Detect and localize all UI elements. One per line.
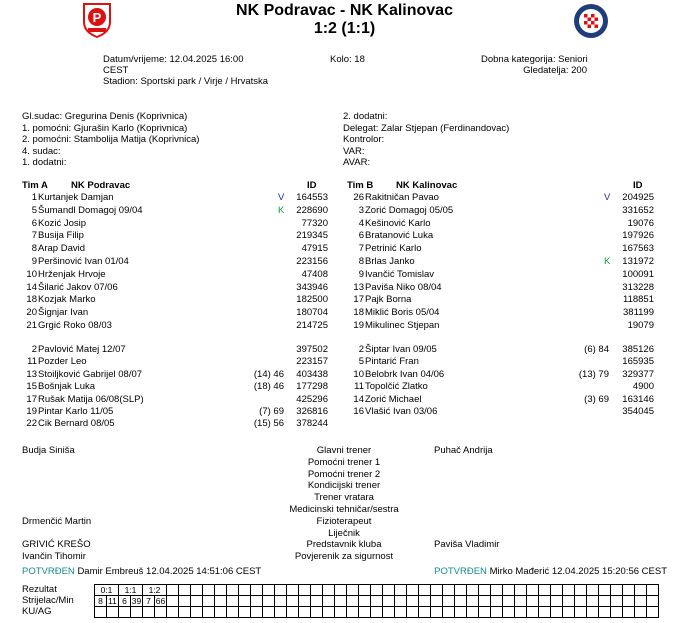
confirm-left [22, 566, 261, 577]
player-name: Šiptar Ivan 09/05 [365, 344, 437, 355]
player-name: Belobrk Ivan 04/06 [365, 368, 445, 380]
player-number: 15 [26, 381, 37, 393]
player-row [0, 307, 689, 319]
player-id: 326816 [296, 406, 328, 417]
player-name: Pintar Karlo 11/05 [38, 406, 114, 417]
staff-role: Medicinski tehničar/sestra [289, 504, 399, 515]
player-number: 7 [31, 230, 37, 242]
staff-team-a: Ivančin Tihomir [22, 551, 86, 563]
player-row [0, 344, 689, 356]
player-id: 4900 [632, 381, 654, 393]
team-b-name: NK Kalinovac [396, 180, 458, 191]
player-row [0, 192, 689, 204]
grid-scorer-cell: 11 [106, 595, 119, 607]
player-id: 165935 [622, 356, 654, 368]
match-round: Kolo: 18 [330, 54, 365, 65]
official-line: VAR: [343, 145, 365, 157]
player-number: 6 [31, 217, 37, 229]
player-id: 329377 [622, 368, 654, 380]
match-score: 1:2 (1:1) [313, 20, 376, 37]
player-id: 131972 [622, 256, 654, 267]
player-sub-info: (6) 84 [584, 344, 609, 355]
player-id: 47915 [301, 243, 328, 255]
staff-team-a: GRIVIĆ KREŠO [22, 539, 91, 551]
player-row [0, 294, 689, 306]
player-number: 2 [358, 344, 364, 355]
player-name: Vlašić Ivan 03/06 [365, 406, 438, 417]
player-name: Cik Bernard 08/05 [38, 418, 115, 430]
player-number: 5 [31, 204, 37, 216]
match-timezone: CEST [103, 65, 129, 76]
player-row [0, 282, 689, 294]
player-id: 19079 [627, 320, 654, 331]
player-id: 19076 [627, 217, 654, 229]
player-number: 22 [26, 418, 37, 430]
player-name: Brlas Janko [365, 256, 415, 267]
player-sub-info: (14) 46 [253, 368, 284, 380]
player-name: Busija Filip [38, 230, 84, 242]
team-b-label: Tim B [347, 180, 374, 191]
grid-label-scorer: Strijelac/Min [22, 595, 74, 606]
team-b-id-header: ID [633, 180, 643, 191]
player-name: Bratanović Luka [365, 230, 434, 242]
player-number: 17 [353, 294, 364, 306]
player-row [0, 269, 689, 281]
player-name: Peršinović Ivan 01/04 [38, 256, 129, 267]
player-number: 18 [26, 294, 37, 306]
official-line: Delegat: Zalar Stjepan (Ferdinandovac) [343, 122, 510, 134]
player-sub-info: (15) 56 [253, 418, 284, 430]
player-name: Zorić Michael [365, 393, 422, 405]
player-id: 381199 [623, 307, 654, 319]
player-name: Pajk Borna [365, 294, 412, 306]
match-title: NK Podravac - NK Kalinovac [236, 2, 453, 19]
player-mark: V [278, 192, 285, 203]
staff-team-b: Puhač Andrija [434, 445, 493, 456]
confirm-right-label: POTVRĐEN [434, 566, 487, 577]
staff-team-a: Drmenčić Martin [22, 515, 92, 527]
match-spectators: Gledatelja: 200 [523, 65, 587, 76]
player-id: 100091 [622, 268, 654, 280]
staff-role: Kondicijski trener [307, 480, 381, 492]
player-id: 167563 [622, 243, 654, 255]
player-number: 3 [358, 204, 364, 216]
grid-label-result: Rezultat [22, 584, 57, 595]
player-row [0, 406, 689, 418]
player-number: 7 [358, 243, 364, 255]
player-name: Šignjar Ivan [38, 307, 89, 319]
grid-scorer-cell: 6 [118, 595, 131, 607]
staff-team-a: Budja Siniša [22, 445, 75, 456]
player-row [0, 256, 689, 268]
player-name: Kozić Josip [38, 217, 87, 229]
player-id: 403438 [296, 368, 328, 380]
player-id: 385126 [622, 344, 654, 355]
player-name: Kurtanjek Damjan [38, 192, 114, 203]
player-number: 11 [27, 356, 37, 368]
staff-role: Fizioterapeut [316, 515, 372, 527]
player-row [0, 369, 689, 381]
player-number: 8 [358, 256, 364, 267]
player-mark: V [604, 192, 611, 203]
staff-role: Predstavnik kluba [306, 539, 382, 551]
player-id: 197926 [622, 230, 654, 242]
official-line: Kontrolor: [343, 134, 385, 145]
player-number: 16 [353, 406, 364, 417]
player-id: 47408 [301, 268, 328, 280]
player-row [0, 218, 689, 230]
player-number: 10 [26, 268, 37, 280]
player-number: 13 [353, 281, 364, 293]
player-name: Rakitničan Pavao [365, 192, 439, 203]
player-name: Mikulinec Stjepan [365, 320, 440, 331]
player-id: 182500 [296, 294, 328, 306]
player-id: 77320 [301, 217, 328, 229]
player-sub-info: (3) 69 [584, 393, 609, 405]
player-id: 118851 [623, 294, 654, 306]
player-number: 9 [31, 256, 37, 267]
grid-result-cell: 1:1 [118, 584, 143, 596]
grid-result-cell: 1:2 [142, 584, 167, 596]
player-number: 13 [26, 368, 37, 380]
player-name: Bošnjak Luka [38, 381, 96, 393]
staff-role: Pomoćni trener 2 [307, 468, 381, 480]
player-name: Šilarić Jakov 07/06 [38, 281, 118, 293]
player-id: 163146 [622, 393, 654, 405]
team-a-name: NK Podravac [71, 180, 131, 191]
confirm-left-label: POTVRĐEN [22, 566, 75, 577]
player-id: 378244 [296, 418, 328, 430]
player-number: 19 [26, 406, 37, 417]
player-sub-info: (13) 79 [578, 368, 609, 380]
official-line: 1. pomoćni: Gjurašin Karlo (Koprivnica) [22, 122, 188, 134]
grid-scorer-cell: 8 [94, 595, 107, 607]
player-row [0, 205, 689, 217]
staff-role: Liječnik [328, 527, 360, 539]
official-line: AVAR: [343, 157, 371, 168]
player-number: 21 [26, 320, 37, 331]
staff-role: Pomoćni trener 1 [307, 456, 381, 468]
official-line: 4. sudac: [22, 145, 61, 157]
match-category: Dobna kategorija: Seniori [481, 54, 588, 65]
player-id: 223157 [296, 356, 328, 368]
player-number: 20 [26, 307, 37, 319]
player-row [0, 394, 689, 406]
confirm-right-text: Mirko Mađerić 12.04.2025 15:20:56 CEST [489, 566, 667, 577]
staff-role: Glavni trener [316, 445, 372, 456]
player-number: 14 [353, 393, 364, 405]
player-id: 425296 [296, 393, 328, 405]
player-mark: K [604, 256, 611, 267]
player-name: Topolčić Zlatko [365, 381, 428, 393]
player-id: 331652 [622, 204, 654, 216]
grid-cell [646, 606, 659, 618]
confirm-left-text: Damir Embreuš 12.04.2025 14:51:06 CEST [77, 566, 262, 577]
player-id: 223156 [296, 256, 328, 267]
player-sub-info: (7) 69 [259, 406, 284, 417]
player-name: Rušak Matija 06/08(SLP) [38, 393, 144, 405]
match-stadium: Stadion: Sportski park / Virje / Hrvatska [103, 76, 269, 87]
player-number: 9 [358, 268, 364, 280]
confirm-right [400, 566, 667, 577]
grid-result-cell: 0:1 [94, 584, 119, 596]
player-name: Hrženjak Hrvoje [38, 268, 106, 280]
staff-role: Povjerenik za sigurnost [294, 551, 394, 563]
player-id: 397502 [296, 344, 328, 355]
player-id: 354045 [622, 406, 654, 417]
grid-scorer-cell: 66 [155, 596, 166, 606]
player-row [0, 381, 689, 393]
player-name: Miklić Boris 05/04 [365, 307, 440, 319]
player-name: Pavlović Matej 12/07 [38, 344, 126, 355]
official-line: Gl.sudac: Gregurina Denis (Koprivnica) [22, 111, 188, 122]
player-name: Grgić Roko 08/03 [38, 320, 112, 331]
player-number: 5 [358, 356, 364, 368]
player-number: 18 [353, 307, 364, 319]
player-number: 10 [353, 368, 364, 380]
player-id: 219345 [296, 230, 328, 242]
player-id: 228690 [296, 204, 328, 216]
player-name: Zorić Domagoj 05/05 [365, 204, 454, 216]
player-id: 177298 [296, 381, 328, 393]
player-number: 8 [31, 243, 37, 255]
player-number: 4 [358, 217, 364, 229]
player-sub-info: (18) 46 [253, 381, 284, 393]
team-a-id-header: ID [307, 180, 317, 191]
match-datetime: Datum/vrijeme: 12.04.2025 16:00 [103, 54, 244, 65]
player-number: 14 [26, 281, 37, 293]
player-name: Pozder Leo [38, 356, 87, 368]
player-row [0, 243, 689, 255]
player-number: 26 [353, 192, 364, 203]
player-name: Arap David [38, 243, 85, 255]
staff-role: Trener vratara [314, 492, 374, 504]
grid-label-cards: KU/AG [22, 606, 52, 617]
player-mark: K [278, 204, 285, 216]
player-number: 1 [31, 192, 37, 203]
grid-scorer-cell: 39 [131, 596, 142, 606]
player-name: Paviša Niko 08/04 [365, 281, 442, 293]
player-id: 343946 [296, 281, 328, 293]
official-line: 2. dodatni: [343, 111, 388, 122]
official-line: 2. pomoćni: Stambolija Matija (Koprivnica) [22, 134, 200, 145]
player-number: 11 [354, 381, 364, 393]
player-id: 164553 [296, 192, 328, 203]
player-id: 313228 [622, 281, 654, 293]
staff-team-b: Paviša Vladimir [434, 539, 500, 551]
player-id: 204925 [622, 192, 654, 203]
player-row [0, 418, 689, 430]
player-id: 180704 [296, 307, 328, 319]
official-line: 1. dodatni: [22, 157, 67, 168]
player-row [0, 356, 689, 368]
player-row [0, 230, 689, 242]
player-name: Stoiljković Gabrijel 08/07 [38, 368, 143, 380]
player-name: Petrinić Karlo [365, 243, 422, 255]
player-name: Ivančić Tomislav [365, 268, 434, 280]
grid-scorer-cell: 7 [142, 595, 155, 607]
player-number: 2 [31, 344, 37, 355]
player-name: Šumandl Domagoj 09/04 [38, 204, 143, 216]
player-row [0, 320, 689, 332]
svg-text:P: P [92, 10, 102, 25]
player-number: 17 [26, 393, 37, 405]
player-name: Kešinović Karlo [365, 217, 431, 229]
player-id: 214725 [296, 320, 328, 331]
player-name: Kozjak Marko [38, 294, 96, 306]
team-a-label: Tim A [22, 180, 48, 191]
player-name: Pintarić Fran [365, 356, 419, 368]
player-number: 6 [358, 230, 364, 242]
player-number: 19 [353, 320, 364, 331]
